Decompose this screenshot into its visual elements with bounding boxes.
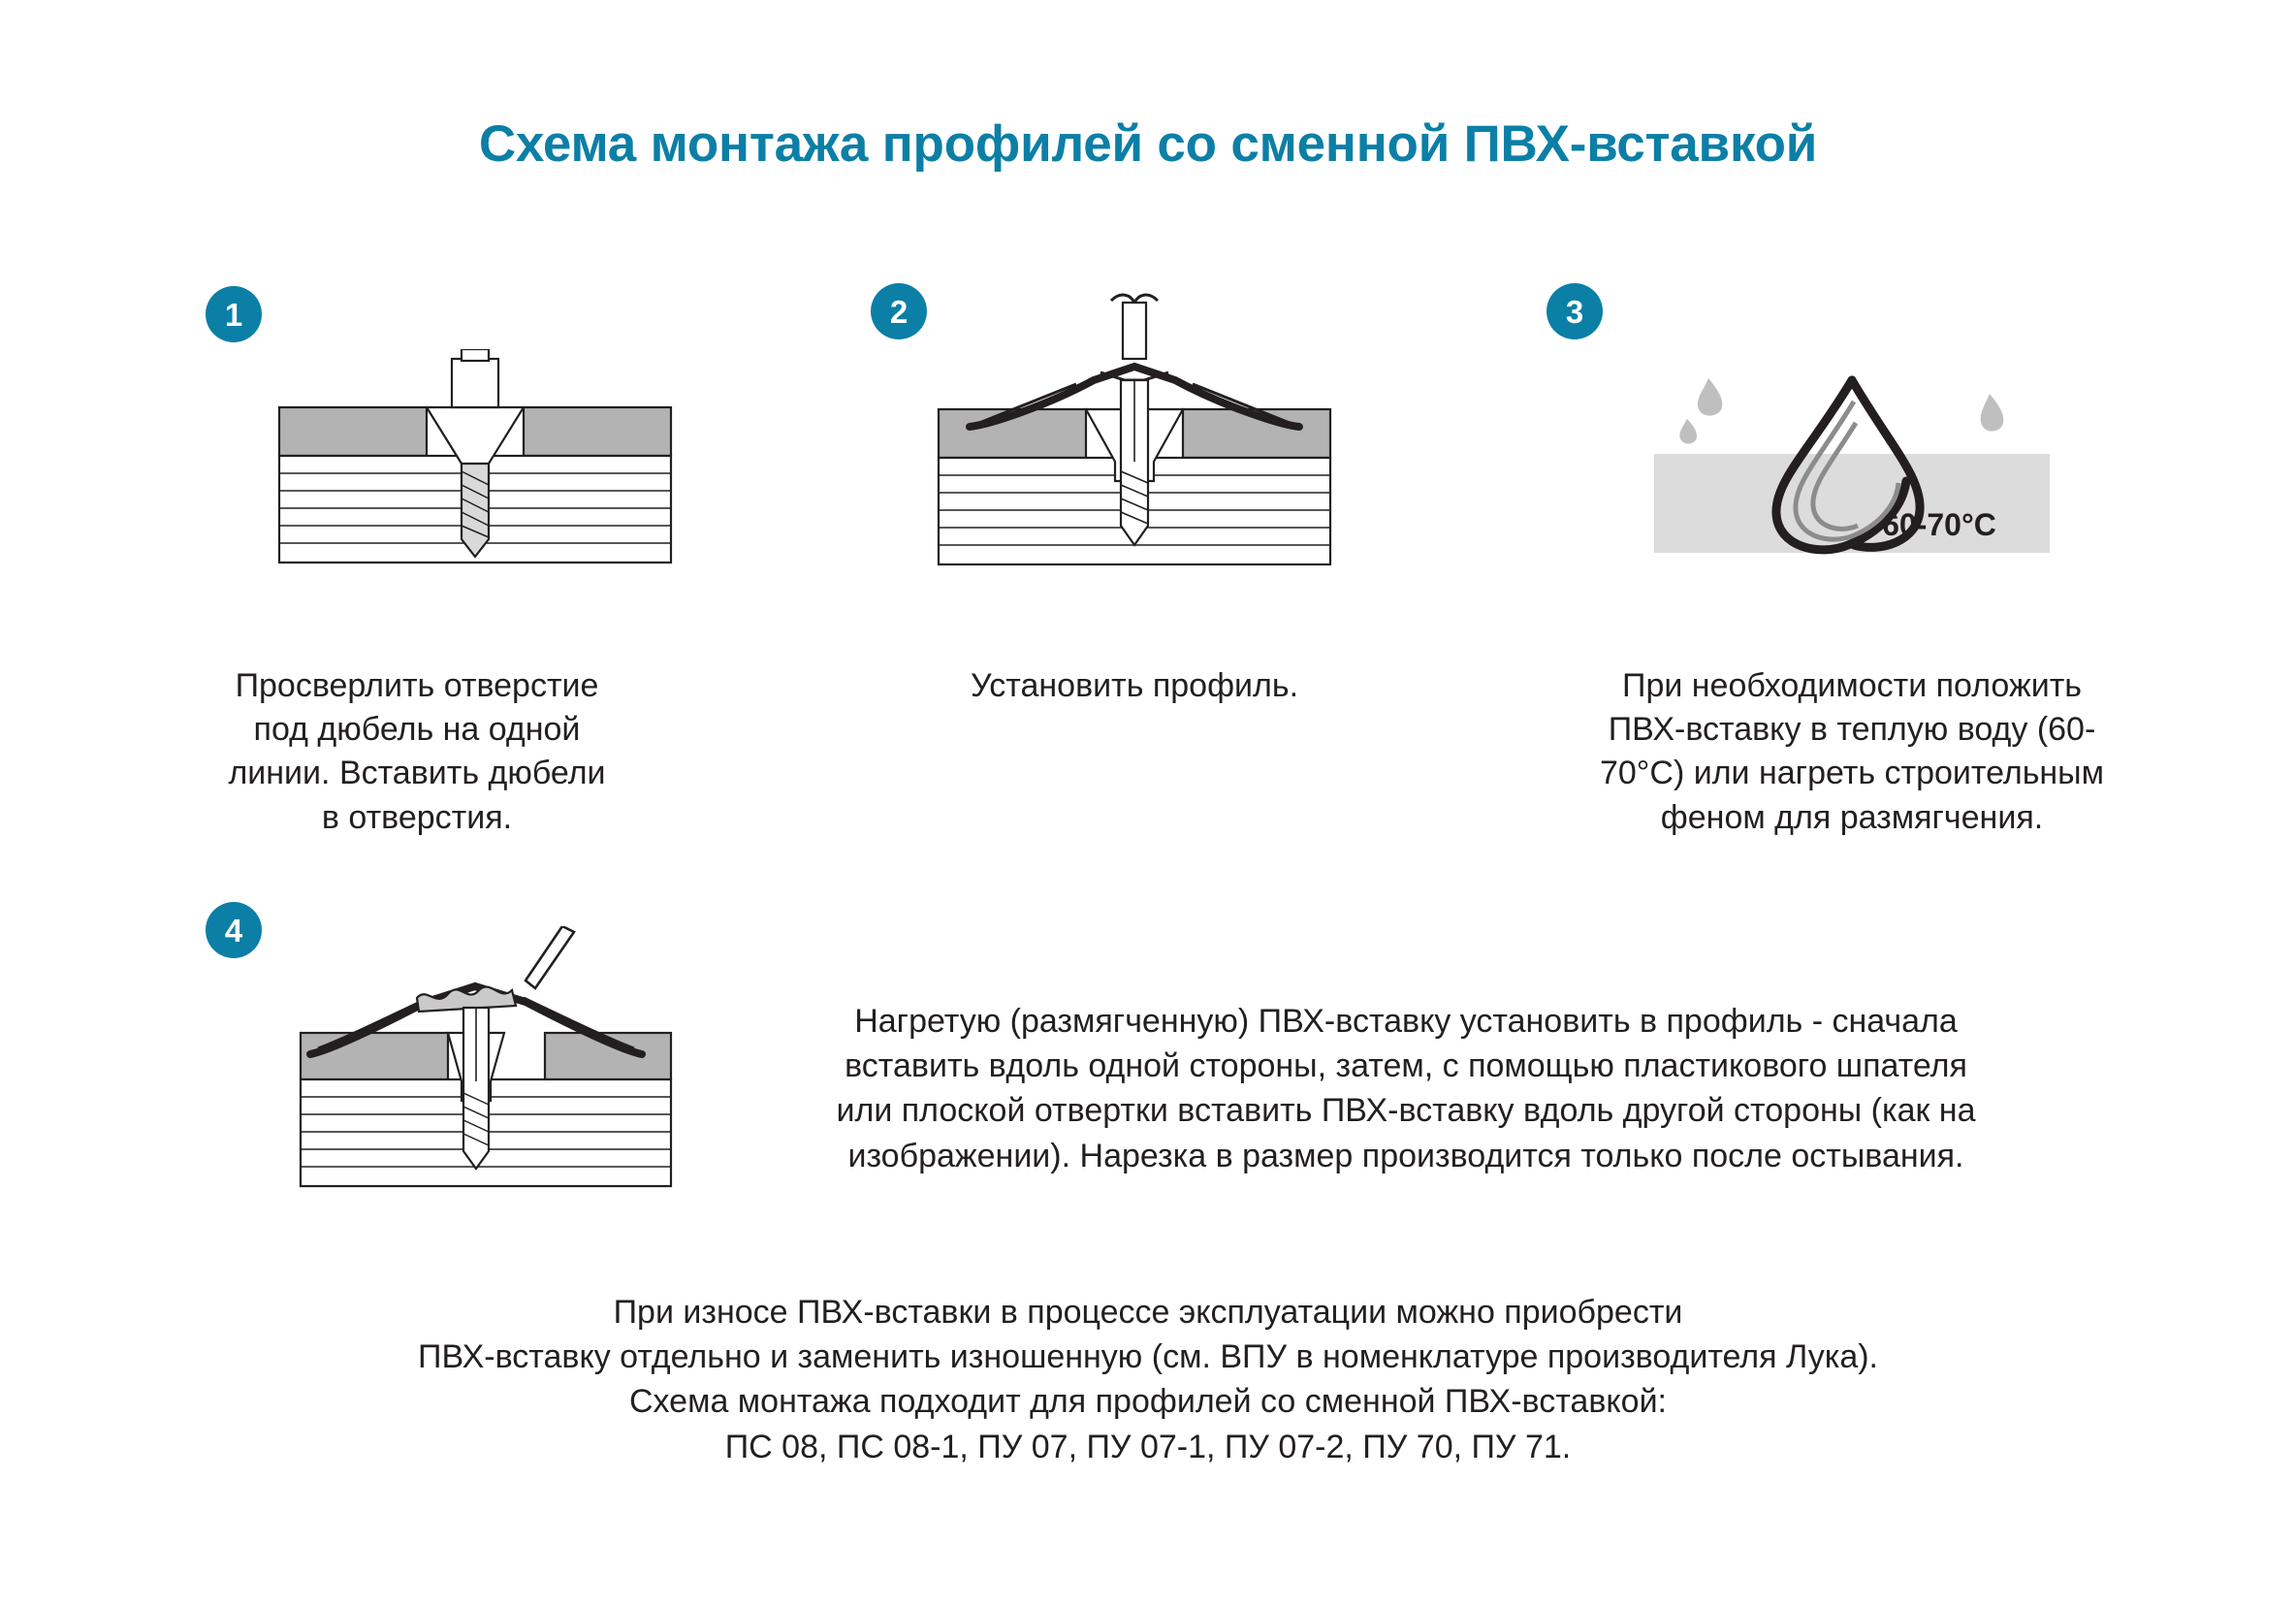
step-badge-1-number: 1 [224, 296, 243, 333]
step-3-caption-line-3: 70°C) или нагреть строительным [1599, 755, 2104, 792]
step-badge-2-number: 2 [889, 293, 909, 330]
step-3-caption-line-1: При необходимости положить [1622, 667, 2082, 704]
temperature-label: 60-70°C [1882, 507, 1996, 542]
step-1-caption-line-2: под дюбель на одной [253, 711, 581, 749]
step-1-caption [145, 664, 688, 840]
step-1-caption-line-3: линии. Вставить дюбели [228, 755, 606, 792]
install-profile-diagram [931, 291, 1338, 606]
step-3-caption-line-2: ПВХ-вставку в теплую воду (60- [1608, 711, 2096, 749]
page-title: Схема монтажа профилей со сменной ПВХ-вставкой [478, 115, 1818, 173]
step-badge-2 [871, 283, 927, 339]
footer-line-2: ПВХ-вставку отдельно и заменить изношенную (см. ВПУ в номенклатуре производителя Лука). [418, 1338, 1878, 1376]
footer-line-4: ПС 08, ПС 08-1, ПУ 07, ПУ 07-1, ПУ 07-2, ПУ 70, ПУ 71. [724, 1428, 1572, 1465]
drill-hole-diagram [271, 349, 679, 606]
step-4-caption [679, 999, 2133, 1178]
step-badge-4 [206, 902, 262, 958]
footer-line-1: При износе ПВХ-вставки в процессе эксплуатации можно приобрести [613, 1294, 1683, 1331]
step-badge-1 [206, 286, 262, 342]
step-2-caption-line-1: Установить профиль. [970, 667, 1299, 704]
footer-note [0, 1290, 2296, 1469]
step-badge-4-number: 4 [224, 912, 243, 949]
step-2-caption [863, 664, 1406, 708]
footer-line-3: Схема монтажа подходит для профилей со сменной ПВХ-вставкой: [628, 1383, 1668, 1421]
step-4-caption-line-4: изображении). Нарезка в размер производится только после остывания. [847, 1137, 1964, 1174]
step-3-caption-line-4: феном для размягчения. [1660, 798, 2044, 836]
insert-pvc-diagram [271, 926, 679, 1212]
step-badge-3 [1547, 283, 1603, 339]
step-badge-3-number: 3 [1565, 293, 1584, 330]
step-4-caption-line-1: Нагретую (размягченную) ПВХ-вставку установить в профиль - сначала [854, 1003, 1958, 1040]
step-1-caption-line-1: Просверлить отверстие [235, 667, 599, 704]
warm-water-diagram [1648, 359, 2056, 596]
step-4-caption-line-3: или плоской отвертки вставить ПВХ-вставку вдоль другой стороны (как на [836, 1092, 1976, 1130]
step-1-caption-line-4: в отверстия. [321, 798, 513, 836]
step-3-caption [1532, 664, 2172, 840]
step-4-caption-line-2: вставить вдоль одной стороны, затем, с помощью пластикового шпателя [845, 1047, 1967, 1085]
